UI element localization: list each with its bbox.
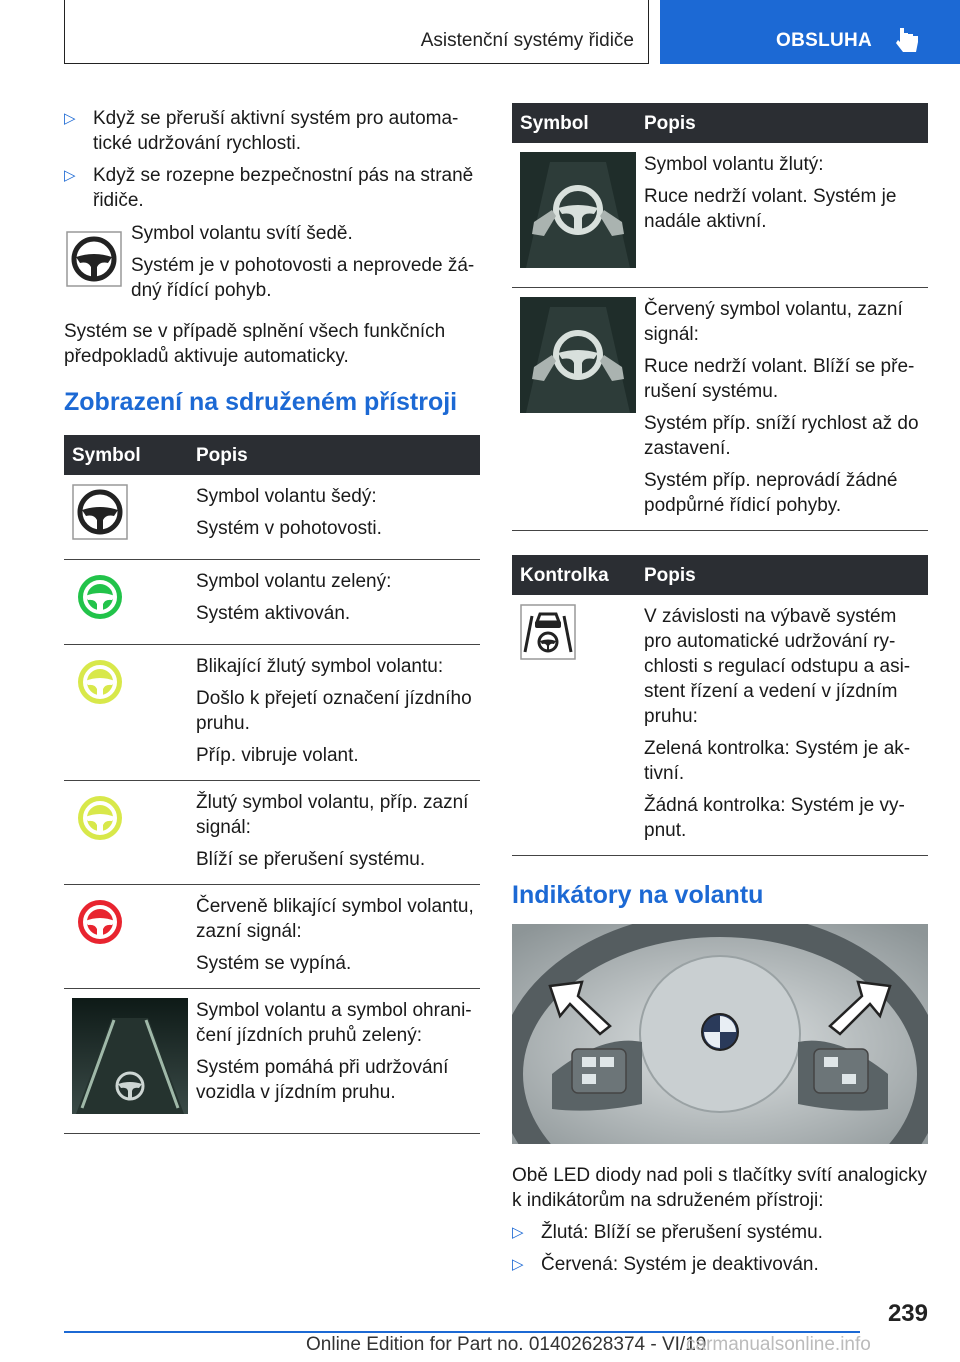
hands-off-red-wheel-image — [520, 297, 636, 413]
page-number: 239 — [887, 1300, 928, 1327]
list-item: ▷ Když se přeruší aktivní systém pro automa-tické udržování rychlosti. — [64, 108, 459, 154]
steering-wheel-red-icon — [72, 894, 128, 950]
watermark-text: carmanualsonline.info — [686, 1334, 871, 1355]
footer-divider — [64, 1331, 860, 1333]
steering-wheel-grey-icon — [72, 484, 128, 540]
steering-wheel-yellow-icon — [72, 790, 128, 846]
table-row: Symbol volantu zelený: Systém aktivován. — [64, 560, 480, 645]
table-row: Červeně blikající symbol volantu, zazní signál: Systém se vypíná. — [64, 885, 480, 989]
bullet-triangle-icon: ▷ — [64, 167, 76, 184]
steering-wheel-green-icon — [72, 569, 128, 625]
bullet-triangle-icon: ▷ — [512, 1224, 524, 1241]
column-header: Popis — [636, 555, 928, 595]
steering-wheel-grey-icon — [66, 231, 122, 287]
header-chapter-title: OBSLUHA — [776, 30, 873, 51]
list-item: ▷ Červená: Systém je deaktivován. — [512, 1254, 819, 1275]
symbol-table — [64, 435, 480, 1134]
table-row: Červený symbol volantu, zazní signál: Ruce nedrží volant. Blíží se pře-rušení systému. Systém příp. sníží rychlost až do zastavení. Systém příp. neprovádí žádné podpůrné řídicí pohyby. — [512, 288, 928, 531]
table-row: Symbol volantu a symbol ohrani-čení jízdních pruhů zelený: Systém pomáhá při udržování vozidla v jízdním pruhu. — [64, 989, 480, 1134]
steering-assistant-lamp-icon — [520, 604, 576, 660]
bullet-triangle-icon: ▷ — [64, 110, 76, 127]
column-header: Symbol — [512, 103, 636, 143]
section-title-instrument-cluster: Zobrazení na sdruženém přístroji — [64, 388, 458, 416]
standby-note: Symbol volantu svítí šedě. Systém je v pohotovosti a neprovede žá-dný řídící pohyb. — [64, 221, 480, 307]
list-item: ▷ Žlutá: Blíží se přerušení systému. — [512, 1222, 823, 1243]
column-header: Kontrolka — [512, 555, 636, 595]
table-row: Žlutý symbol volantu, příp. zazní signál: Blíží se přerušení systému. — [64, 781, 480, 885]
bullet-triangle-icon: ▷ — [512, 1256, 524, 1273]
edition-text: Online Edition for Part no. 01402628374 - VI/19 — [306, 1334, 707, 1355]
hands-off-yellow-wheel-image — [520, 152, 636, 268]
symbol-table-hands-off — [512, 103, 928, 531]
left-column — [64, 106, 480, 1134]
auto-activation-note: Systém se v případě splnění všech funkčních předpokladů aktivuje automaticky. — [64, 321, 446, 367]
list-item: ▷ Když se rozepne bezpečnostní pás na straně řidiče. — [64, 165, 474, 211]
right-column — [512, 103, 928, 1284]
steering-wheel-led-photo — [512, 924, 928, 1144]
lane-keeping-display-image — [72, 998, 188, 1114]
table-row: Symbol volantu šedý: Systém v pohotovosti. — [64, 475, 480, 560]
header-section-title: Asistenční systémy řidiče — [420, 30, 634, 51]
wheel-caption: Obě LED diody nad poli s tlačítky svítí analogicky k indikátorům na sdruženém přístroji: — [512, 1165, 928, 1211]
header-section-box — [64, 0, 649, 64]
table-row: Blikající žlutý symbol volantu: Došlo k přejetí označení jízdního pruhu. Příp. vibruje volant. — [64, 645, 480, 781]
steering-wheel-yellow-icon — [72, 654, 128, 710]
section-title-steering-wheel: Indikátory na volantu — [512, 881, 764, 909]
pointing-hand-icon — [896, 26, 922, 54]
table-row: Symbol volantu žlutý: Ruce nedrží volant. Systém je nadále aktivní. — [512, 143, 928, 288]
column-header: Symbol — [64, 435, 188, 475]
header-chapter-box — [660, 0, 960, 64]
column-header: Popis — [188, 435, 480, 475]
table-row: V závislosti na výbavě systém pro automatické udržování ry-chlosti s regulací odstupu a asi-stent řízení a vedení v jízdním pruhu: Zelená kontrolka: Systém je ak-tivní. Žádná kontrolka: Systém je vy-pnut. — [512, 595, 928, 856]
indicator-lamp-table — [512, 555, 928, 856]
column-header: Popis — [636, 103, 928, 143]
